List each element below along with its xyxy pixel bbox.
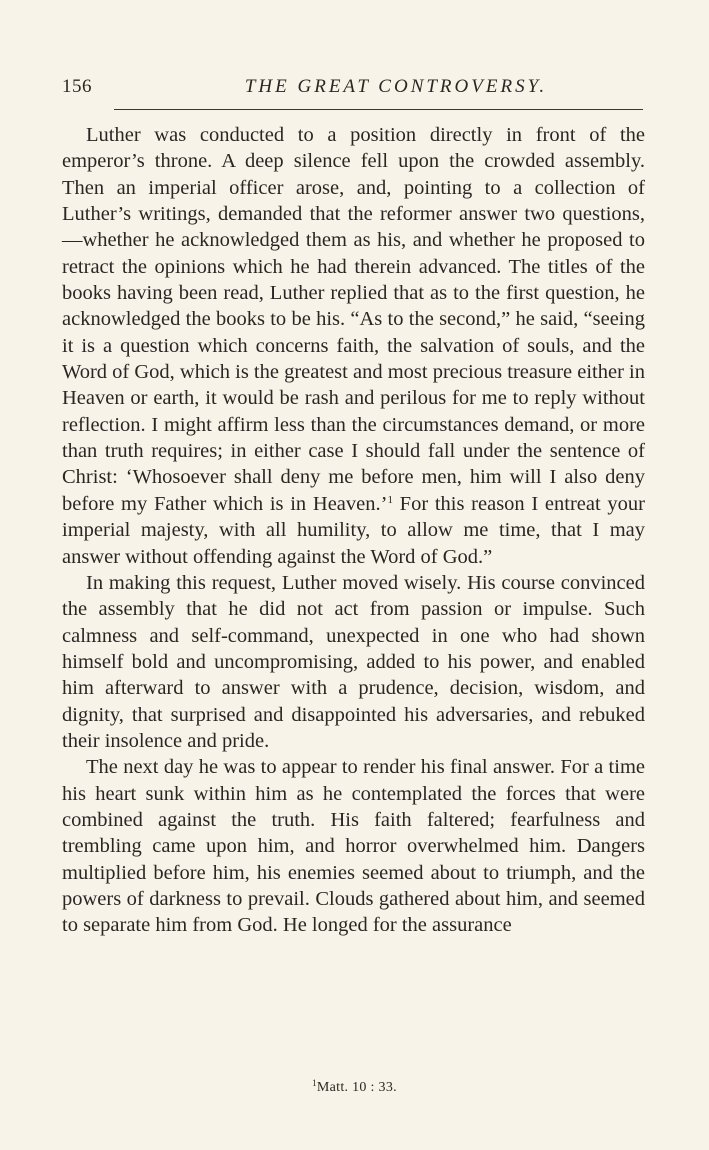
footnote-text: Matt. 10 : 33.	[316, 1080, 397, 1095]
book-title: THE GREAT CONTROVERSY.	[244, 76, 548, 97]
footnote-marker: 1	[312, 1078, 317, 1088]
footnote	[0, 1080, 709, 1096]
paragraph-1-text-before: Luther was conducted to a position directly in front of the emperor’s throne. A deep silence fell upon the crowded assembly. Then an imperial officer arose, and, pointing to a collection of Luther’s writings, demanded that the reformer answer two questions,—whether he acknowledged them as his, and whether he proposed to retract the opinions which he had therein advanced. The titles of the books having been read, Luther replied that as to the first question, he acknowledged the books to be his. “As to the second,” he said, “seeing it is a question which concerns faith, the salvation of souls, and the Word of God, which is the greatest and most precious treasure either in Heaven or earth, it would be rash and perilous for me to reply without reflection. I might affirm less than the circumstances demand, or more than truth requires; in either case I should fall under the sentence of Christ: ‘Whosoever shall deny me before men, him will I also deny before my Father which is in Heaven.’	[62, 124, 645, 515]
paragraph-1	[62, 122, 645, 570]
paragraph-2: In making this request, Luther moved wisely. His course convinced the assembly that he did not act from passion or impulse. Such calmness and self-command, unexpected in one who had shown himself bold and uncompromising, added to his power, and enabled him afterward to answer with a prudence, decision, wisdom, and dignity, that surprised and disappointed his adversaries, and rebuked their insolence and pride.	[62, 571, 645, 752]
header-rule	[114, 109, 643, 110]
running-head	[62, 76, 644, 106]
page-number: 156	[62, 76, 92, 97]
body-text	[62, 122, 645, 939]
paragraph-3: The next day he was to appear to render his final answer. For a time his heart sunk within him as he contemplated the forces that were combined against the truth. His faith faltered; fearfulness and trembling came upon him, and horror overwhelmed him. Dangers multiplied before him, his enemies seemed about to triumph, and the powers of darkness to prevail. Clouds gathered about him, and seemed to separate him from God. He longed for the assurance	[62, 756, 645, 937]
footnote-reference: 1	[387, 493, 393, 506]
paragraph-1-text-after: For this reason I entreat your imperial majesty, with all humility, to allow me time, that I may answer without offending against the Word of God.”	[62, 492, 645, 568]
